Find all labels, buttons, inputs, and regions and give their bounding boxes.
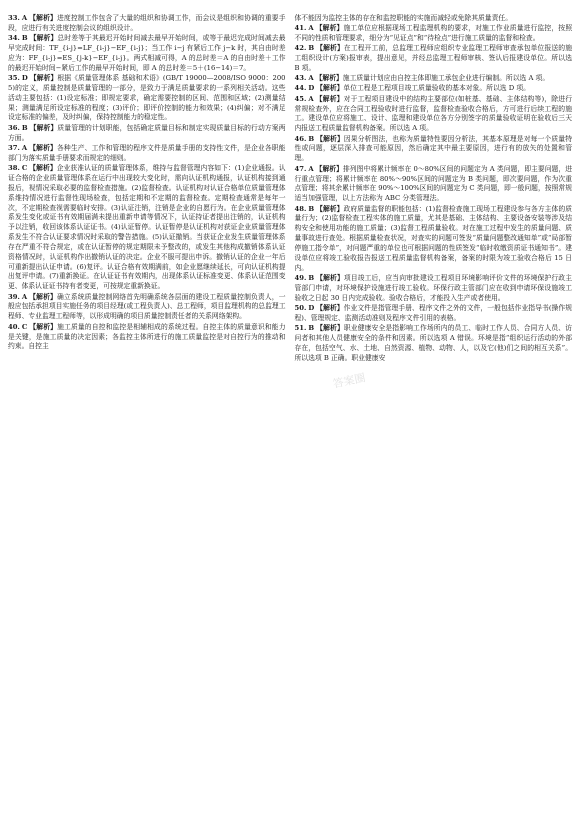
- question-number: 42.: [294, 44, 307, 53]
- analysis-text: 排列图中将累计频率在 0～80%区间的问题定为 A 类问题，即主要问题，进行重点管理；将累计频率在 80%～90%区间的问题定为 B 类问题，即次要问题，作为次重点管理；将其余累计频率在 90%～100%区间的问题定为 C 类问题，即一般问题，按照常规适当加强管理，以上方法称为 ABC 分类管理法。: [294, 164, 572, 203]
- question-number: 36.: [8, 123, 20, 132]
- question-number: 33.: [8, 14, 20, 22]
- analysis-text: 施工质量计划应由自控主体即施工承包企业进行编制。所以选 A 项。: [342, 74, 550, 83]
- answer-letter: A: [308, 23, 314, 32]
- analysis-text: 进度控制工作包含了大量的组织和协调工作，而会议是组织和协调的重要手段，应进行有关进度控制会议的组织设计。: [8, 14, 286, 32]
- question-number: 38.: [8, 164, 20, 173]
- answer-entry: [8, 34, 286, 73]
- analysis-text: 政府质量监督的职能包括：(1)监督检查施工现场工程建设参与各方主体的质量行为；(2)监督检查工程实体的施工质量，尤其是基础、主体结构、主要设备安装等涉及结构安全和使用功能的施工质量；(3)监督工程质量验收。对在施工过程中发生的质量问题、质量事故进行查处。根据质量检查状况，对查实的问题可签发“质量问题整改通知单”或“局部暂停施工指令单”，对问题严重的单位也可根据问题的性质签发“临时收缴资质证书通知书”。建设单位应将竣工验收报告报送工程质量监督机构备案，备案的时限为竣工验收合格后 15 日内。: [294, 204, 572, 272]
- answer-entry: [295, 165, 573, 204]
- continued-text: 体不能因为监控主体的存在和监控职能的实施而减轻或免除其质量责任。: [294, 14, 512, 22]
- answer-letter: A: [308, 74, 314, 83]
- analysis-text: 在工程开工前，总监理工程师应组织专业监理工程师审查承包单位报送的施工组织设计(方案)报审表，提出意见，并经总监理工程师审核、签认后报建设单位。所以选 B 项。: [294, 44, 573, 72]
- answer-entry: [295, 304, 573, 324]
- analysis-tag: 【解析】: [316, 204, 344, 213]
- analysis-text: 项目竣工后，应当向审批建设工程项目环境影响评价文件的环境保护行政主管部门申请，对环境保护设施进行竣工验收。环保行政主管部门应在收到申请环保设施竣工验收之日起 30 日内完成验收。验收合格后，才能投入生产或者使用。: [294, 273, 573, 302]
- left-column: [8, 14, 286, 818]
- analysis-text: 质量管理的计划职能，包括确定质量目标和制定实现质量目标的行动方案两方面。: [8, 123, 286, 142]
- answer-entry: [295, 324, 573, 363]
- answer-entry: [295, 95, 573, 134]
- question-number: 43.: [294, 74, 307, 83]
- analysis-tag: 【解析】: [316, 44, 344, 53]
- answer-letter: B: [21, 34, 28, 43]
- answer-letter: B: [308, 273, 315, 282]
- analysis-tag: 【解析】: [315, 23, 344, 32]
- answer-letter: C: [21, 164, 28, 173]
- answer-entry: [8, 164, 286, 292]
- answer-entry: [295, 135, 573, 165]
- question-number: 34.: [8, 34, 20, 43]
- analysis-tag: 【解析】: [316, 324, 344, 333]
- analysis-tag: 【解析】: [315, 74, 343, 83]
- answer-entry: [295, 84, 573, 94]
- answer-entry: [295, 44, 573, 74]
- analysis-tag: 【解析】: [29, 123, 58, 132]
- answer-letter: B: [21, 123, 28, 132]
- analysis-tag: 【解析】: [29, 143, 57, 152]
- answer-letter: B: [308, 44, 315, 53]
- answer-letter: A: [21, 143, 28, 152]
- answer-letter: C: [21, 322, 28, 331]
- question-number: 37.: [8, 143, 20, 152]
- analysis-tag: 【解析】: [315, 164, 343, 173]
- analysis-text: 施工质量的自控和监控是相辅相成的系统过程。自控主体的质量意识和能力是关键，是施工质量的决定因素；各监控主体所进行的施工质量监控是对自控行为的推动和约束。自控主: [8, 322, 286, 351]
- analysis-tag: 【解析】: [29, 322, 58, 331]
- analysis-text: 根据《质量管理体系 基础和术语》(GB/T 19000—2008/ISO 9000：2005)的定义，质量控制是质量管理的一部分，是致力于满足质量要求的一系列相关活动。这些活动主要包括：(1)设定标准；即规定要求，确定需要控制的区间、范围和区域；(2)测量结果；测量满足所设定标准的程度；(3)评价；即评价控制的能力和效果；(4)纠偏；对不满足设定标准的偏差，及时纠偏，保持控制能力的稳定性。: [8, 74, 286, 122]
- analysis-text: 总时差等于其最迟开始时间减去最早开始时间，或等于最迟完成时间减去最早完成时间：TF_{i-j}=LF_{i-j}−EF_{i-j}；当工作 i−j 有紧后工作 j−k 时，其自由时差应为：FF_{i-j}=ES_{j-k}−EF_{i-j}。两式相减可得，A 的总时差＝A 的自由时差＋工作的最迟开始时间−紧后工作的最早开始时间，即 A 的总时差＝5＋(16−14)＝7。: [8, 34, 286, 72]
- analysis-tag: 【解析】: [316, 273, 344, 282]
- analysis-tag: 【解析】: [29, 14, 57, 22]
- question-number: 40.: [8, 322, 20, 331]
- question-number: 41.: [294, 23, 307, 32]
- analysis-text: 因果分析图法，也称为质量特性要因分析法，其基本原理是对每一个质量特性或问题，逐层深入排查可能原因，然后确定其中最主要原因，进行有的放矢的处置和管理。: [294, 134, 573, 163]
- answer-entry: [8, 14, 286, 34]
- answer-entry: [8, 293, 286, 323]
- analysis-text: 作业文件是指管理手册、程序文件之外的文件，一般包括作业指导书(操作规程)、管理规定、监测活动准则及程序文件引用的表格。: [294, 303, 572, 322]
- question-number: 39.: [8, 292, 20, 301]
- answer-letter: D: [308, 84, 315, 93]
- question-number: 44.: [294, 84, 307, 93]
- answer-entry: [8, 144, 286, 164]
- answer-letter: D: [21, 74, 28, 83]
- answer-entry: [295, 74, 573, 84]
- question-number: 49.: [294, 273, 307, 282]
- analysis-tag: 【解析】: [316, 134, 344, 143]
- right-column: [295, 14, 573, 818]
- question-number: 45.: [294, 94, 307, 103]
- answer-letter: B: [308, 324, 315, 333]
- analysis-tag: 【解析】: [29, 292, 57, 301]
- analysis-text: 职业健康安全是指影响工作场所内的员工、临时工作人员、合同方人员、访问者和其他人员健康安全的条件和因素。所以选项 A 错误。环境是指“组织运行活动的外部存在，包括空气、水、土地、自然资源、植物、动物、人，以及它(他)们之间的相互关系”。所以选项 B 正确。职业健康安: [294, 324, 573, 362]
- analysis-text: 单位工程是工程项目竣工质量验收的基本对象。所以选 D 项。: [343, 84, 530, 93]
- analysis-tag: 【解析】: [316, 303, 344, 312]
- question-number: 46.: [294, 134, 307, 143]
- answer-entry: [8, 74, 286, 123]
- question-number: 51.: [294, 324, 307, 333]
- analysis-text: 确立系统质量控制网络首先明确系统各层面的建设工程质量控制负责人，一般应包括承担项目实施任务的项目经理(或工程负责人)、总工程师，项目监理机构的总监理工程师、专业监理工程师等，以形成明确的项目质量控制责任者的关系网络架构。: [8, 292, 286, 321]
- answer-entry: [8, 124, 286, 144]
- answer-entry: [8, 323, 286, 353]
- watermark-logo: 答案圈: [331, 371, 367, 391]
- answer-letter: B: [308, 134, 315, 143]
- analysis-tag: 【解析】: [29, 74, 58, 83]
- analysis-text: 施工单位应根据现场工程监理机构的要求，对施工作业质量进行监控，按照不同的性质和管理要求，细分为“见证点”和“待检点”进行施工质量的监督和检查。: [294, 23, 573, 42]
- question-number: 35.: [8, 74, 20, 83]
- answer-letter: D: [308, 303, 315, 312]
- analysis-text: 各种生产、工作和管理的程序文件是质量手册的支持性文件，是企业各职能部门为落实质量手册要求而规定的细则。: [8, 143, 286, 162]
- analysis-text: 对于工程项目建设中的结构主要部位(如桩基、基础、主体结构等)，除进行常规检查外，应在合同工程验收时进行监督，监督检查验收合格后，方可进行后续工程的施工。建设单位应将施工、设计、监理和建设单位各方分别签字的质量验收证明在验收后三天内报送工程质量监督机构备案。所以选 A 项。: [294, 94, 572, 133]
- analysis-text: 企业获准认证的质量管理体系，维持与监督管理内容如下：(1)企业通报。认证合格的企业质量管理体系在运行中出现较大变化时，需向认证机构通报，认证机构接到通报后，视情况采取必要的监督检查措施。(2)监督检查。认证机构对认证合格单位质量管理体系维持情况进行监督性现场检查，包括定期和不定期的监督检查。定期检查通常是每年一次，不定期检查视需要临时安排。(3)认证注销，注销是企业的自愿行为。在企业质量管理体系发生变化或证书有效期届满未提出重新申请等情况下，认证持证者提出注销的，认证机构予以注销，收回该体系认证证书。(4)认证暂停。认证暂停是认证机构对获证企业质量管理体系发生不符合认证要求情况时采取的警告措施。(5)认证撤销。当获证企业发生质量管理体系存在严重不符合规定，或在认证暂停的规定期限未予整改的，或发生其他构成撤销体系认证资格情况时，认证机构作出撤销认证的决定。企业不服可提出申诉。撤销认证的企业一年后可重新提出认证申请。(6)复评。认证合格有效期满前，如企业愿继续延长，可向认证机构提出复评申请。(7)重新换证。在认证证书有效期内，出现体系认证标准变更、体系认证范围变更、体系认证证书持有者变更，可按规定重新换证。: [8, 164, 286, 291]
- answer-letter: A: [308, 164, 314, 173]
- answer-entry: [295, 24, 573, 44]
- question-number: 50.: [294, 303, 307, 312]
- analysis-tag: 【解析】: [315, 94, 344, 103]
- answer-letter: A: [308, 94, 314, 103]
- answer-letter: B: [308, 204, 315, 213]
- analysis-tag: 【解析】: [29, 164, 57, 173]
- analysis-tag: 【解析】: [316, 84, 344, 93]
- question-number: 47.: [294, 164, 307, 173]
- answer-entry: [295, 274, 573, 304]
- analysis-tag: 【解析】: [29, 34, 58, 43]
- question-number: 48.: [294, 204, 307, 213]
- answer-letter: A: [21, 292, 28, 301]
- answer-letter: A: [21, 14, 28, 22]
- answer-entry: [295, 205, 573, 274]
